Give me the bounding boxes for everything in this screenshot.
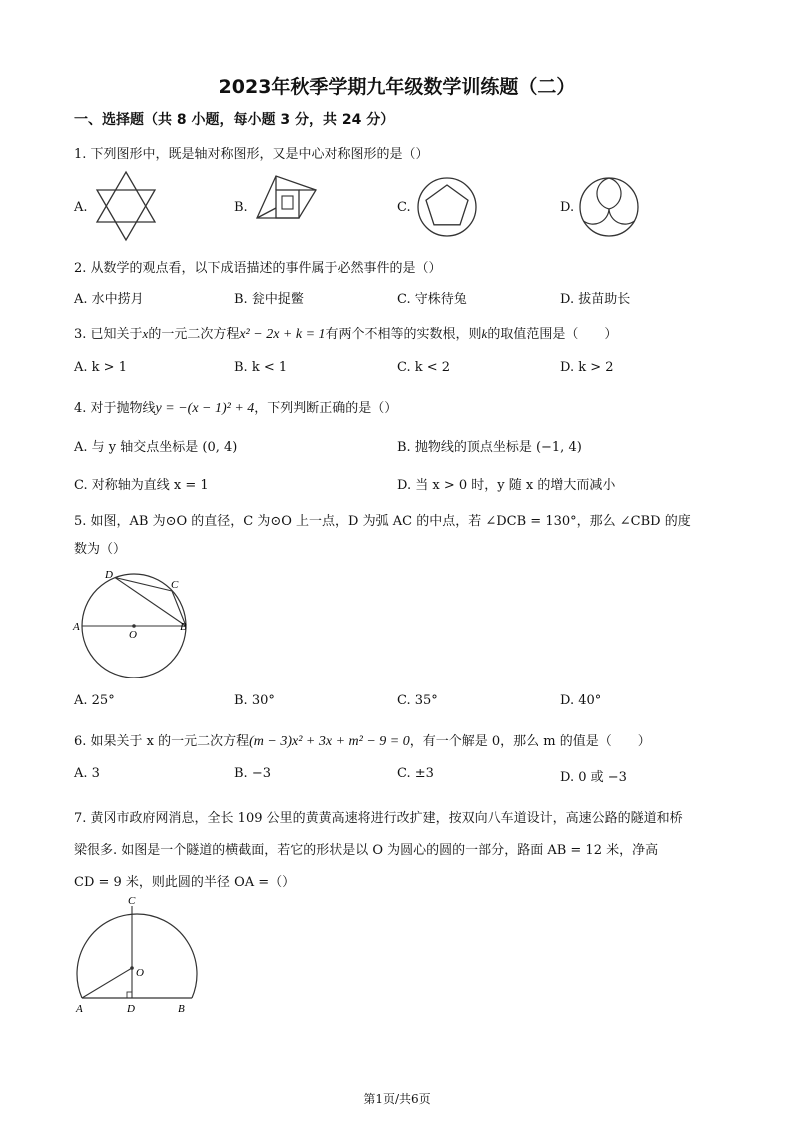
q2-option-d: D. 拔苗助长 <box>560 292 631 307</box>
q7-label-o: O <box>136 967 144 979</box>
q4-stem-b: ，下列判断正确的是（） <box>254 401 398 416</box>
section-heading: 一、选择题（共 8 小题，每小题 3 分，共 24 分） <box>74 112 395 128</box>
q5-option-d: D. 40° <box>560 693 602 708</box>
q4-option-c: C. 对称轴为直线 x = 1 <box>74 478 209 493</box>
pentagon-in-circle-figure <box>416 176 478 238</box>
q4-option-d: D. 当 x > 0 时，y 随 x 的增大而减小 <box>397 478 616 493</box>
q4-stem-a: 4. 对于抛物线 <box>74 401 156 416</box>
q7-stem-line2: 梁很多. 如图是一个隧道的横截面，若它的形状是以 O 为圆心的圆的一部分，路面 AB = 12 米，净高 <box>74 843 659 858</box>
q2-option-c: C. 守株待兔 <box>397 292 467 307</box>
q3-option-a: A. k > 1 <box>74 360 127 375</box>
q7-label-c: C <box>128 895 136 907</box>
q7-label-a: A <box>76 1003 83 1015</box>
q5-option-c: C. 35° <box>397 693 438 708</box>
q3-stem-d: 的取值范围是（ ） <box>487 327 618 342</box>
q6-equation: (m − 3)x² + 3x + m² − 9 = 0 <box>249 734 410 749</box>
q2-stem: 2. 从数学的观点看，以下成语描述的事件属于必然事件的是（） <box>74 261 442 276</box>
q7-stem-line1: 7. 黄冈市政府网消息，全长 109 公里的黄黄高速将进行改扩建，按双向八车道设计，高速公路的隧道和桥 <box>74 811 683 826</box>
q1-option-b-label: B. <box>234 200 248 215</box>
page-title: 2023年秋季学期九年级数学训练题（二） <box>218 76 576 98</box>
q3-var-x: x <box>142 326 149 341</box>
q1-stem: 1. 下列图形中，既是轴对称图形，又是中心对称图形的是（） <box>74 147 429 162</box>
q3-stem-a: 3. 已知关于 <box>74 327 143 342</box>
q6-option-a: A. 3 <box>74 766 100 781</box>
q3-option-c: C. k < 2 <box>397 360 451 375</box>
q6-option-b: B. −3 <box>234 766 271 781</box>
q5-label-d: D <box>105 569 113 581</box>
q6-stem-a: 6. 如果关于 x 的一元二次方程 <box>74 734 250 749</box>
q1-option-d-label: D. <box>560 200 575 215</box>
page-footer: 第1页/共6页 <box>363 1092 431 1106</box>
q4-option-b: B. 抛物线的顶点坐标是 (−1, 4) <box>397 440 582 455</box>
q6-stem-b: ，有一个解是 0，那么 m 的值是（ ） <box>409 734 651 749</box>
q3-stem-c: 有两个不相等的实数根，则 <box>325 327 482 342</box>
q7-label-b: B <box>178 1003 185 1015</box>
q2-option-a: A. 水中捞月 <box>74 292 144 307</box>
q4-option-a: A. 与 y 轴交点坐标是 (0, 4) <box>74 440 238 455</box>
q5-label-b: B <box>180 621 187 633</box>
q5-stem-line2: 数为（） <box>74 542 127 557</box>
q1-option-c-label: C. <box>397 200 411 215</box>
q6-stem <box>74 730 651 750</box>
q5-option-a: A. 25° <box>74 693 115 708</box>
q7-label-d: D <box>127 1003 135 1015</box>
q5-label-o: O <box>129 629 137 641</box>
q5-circle-figure <box>70 568 200 678</box>
q5-option-b: B. 30° <box>234 693 275 708</box>
q3-option-d: D. k > 2 <box>560 360 614 375</box>
q5-label-c: C <box>171 579 179 591</box>
q2-option-b: B. 瓮中捉鳖 <box>234 292 304 307</box>
q7-stem-line3: CD = 9 米，则此圆的半径 OA =（） <box>74 875 296 890</box>
q3-stem-b: 的一元二次方程 <box>148 327 240 342</box>
q6-option-d: D. 0 或 −3 <box>560 770 627 785</box>
three-arcs-in-circle-figure <box>578 176 640 238</box>
q4-equation: y = −(x − 1)² + 4 <box>155 401 255 416</box>
q7-tunnel-figure <box>68 892 202 1020</box>
q3-equation: x² − 2x + k = 1 <box>239 327 326 342</box>
q1-option-a-label: A. <box>74 200 88 215</box>
q3-option-b: B. k < 1 <box>234 360 288 375</box>
q5-label-a: A <box>73 621 80 633</box>
square-pinwheel-figure <box>254 174 320 222</box>
q5-stem-line1: 5. 如图，AB 为⊙O 的直径，C 为⊙O 上一点，D 为弧 AC 的中点，若 ∠DCB = 130°，那么 ∠CBD 的度 <box>74 514 691 529</box>
q3-var-k: k <box>481 326 488 341</box>
q3-stem <box>74 323 617 343</box>
q6-option-c: C. ±3 <box>397 766 434 781</box>
q4-stem <box>74 397 397 417</box>
hexagram-figure <box>92 170 160 242</box>
